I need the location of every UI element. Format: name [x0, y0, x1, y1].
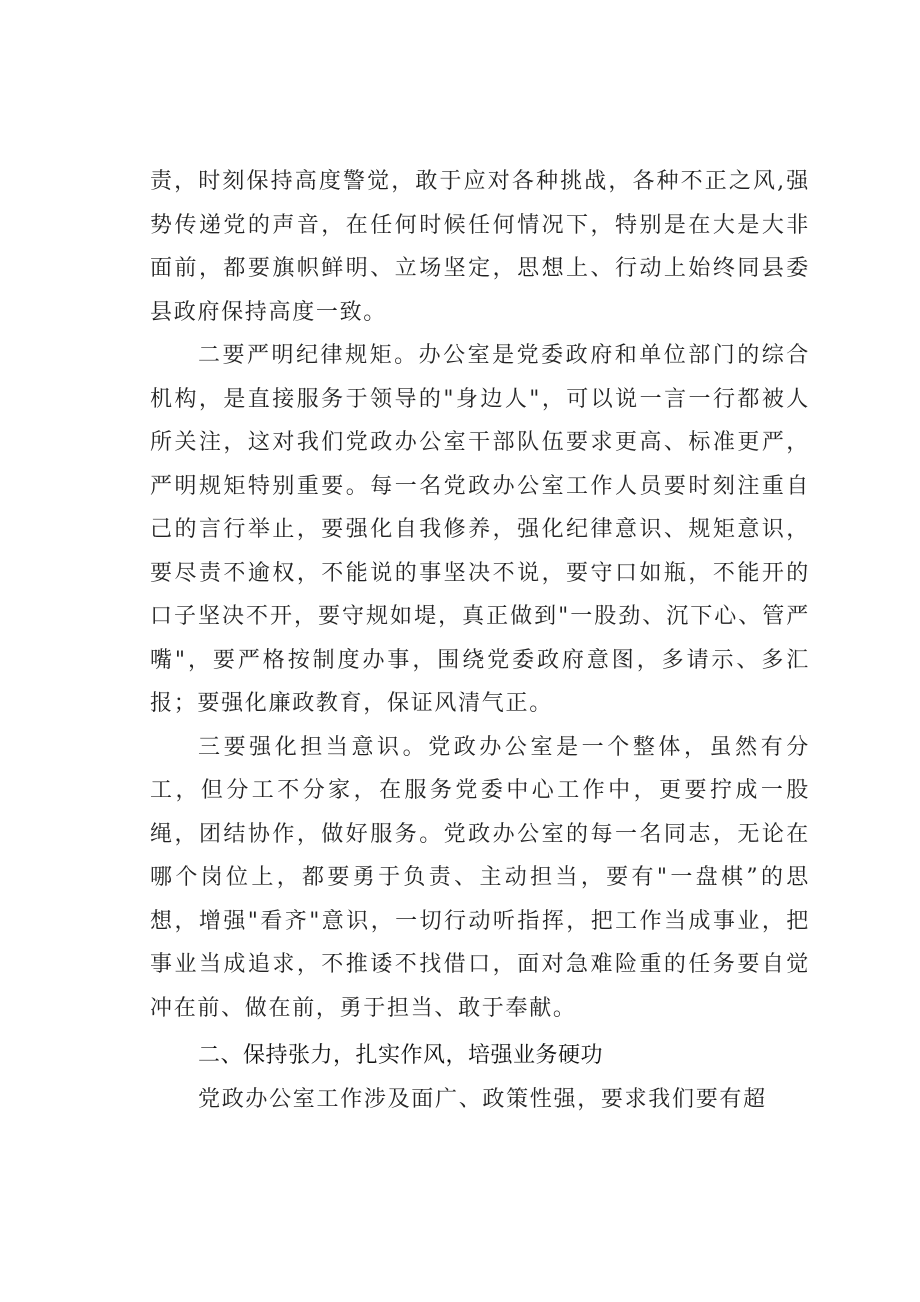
section-heading: 二、保持张力，扎实作风，培强业务硬功	[198, 1043, 604, 1068]
paragraph-responsibility: 三要强化担当意识。党政办公室是一个整体，虽然有分工，但分工不分家，在服务党委中心工作中，更要拧成一股绳，团结协作，做好服务。党政办公室的每一名同志，无论在哪个岗位上，都要勇于负责、主动担当，要有"一盘棋”的思想，增强"看齐"意识，一切行动听指挥，把工作当成事业，把事业当成追求，不推诿不找借口，面对急难险重的任务要自觉冲在前、做在前，勇于担当、敢于奉献。	[150, 734, 810, 1021]
paragraph-discipline-rules: 二要严明纪律规矩。办公室是党委政府和单位部门的综合机构，是直接服务于领导的"身边人"，可以说一言一行都被人所关注，这对我们党政办公室干部队伍要求更高、标准更严，严明规矩特别重要。每一名党政办公室工作人员要时刻注重自己的言行举止，要强化自我修养，强化纪律意识、规矩意识，要尽责不逾权，不能说的事坚决不说，要守口如瓶，不能开的口子坚决不开，要守规如堤，真正做到"一股劲、沉下心、管严嘴"，要严格按制度办事，围绕党委政府意图，多请示、多汇报；要强化廉政教育，保证风清气正。	[150, 343, 810, 716]
paragraph-continuation: 责，时刻保持高度警觉，敢于应对各种挑战，各种不正之风,强势传递党的声音，在任何时候任何情况下，特别是在大是大非面前，都要旗帜鲜明、立场坚定，思想上、行动上始终同县委县政府保持高度一致。	[150, 169, 810, 325]
paragraph-section-intro: 党政办公室工作涉及面广、政策性强，要求我们要有超	[198, 1086, 767, 1112]
document-body	[150, 160, 810, 1121]
